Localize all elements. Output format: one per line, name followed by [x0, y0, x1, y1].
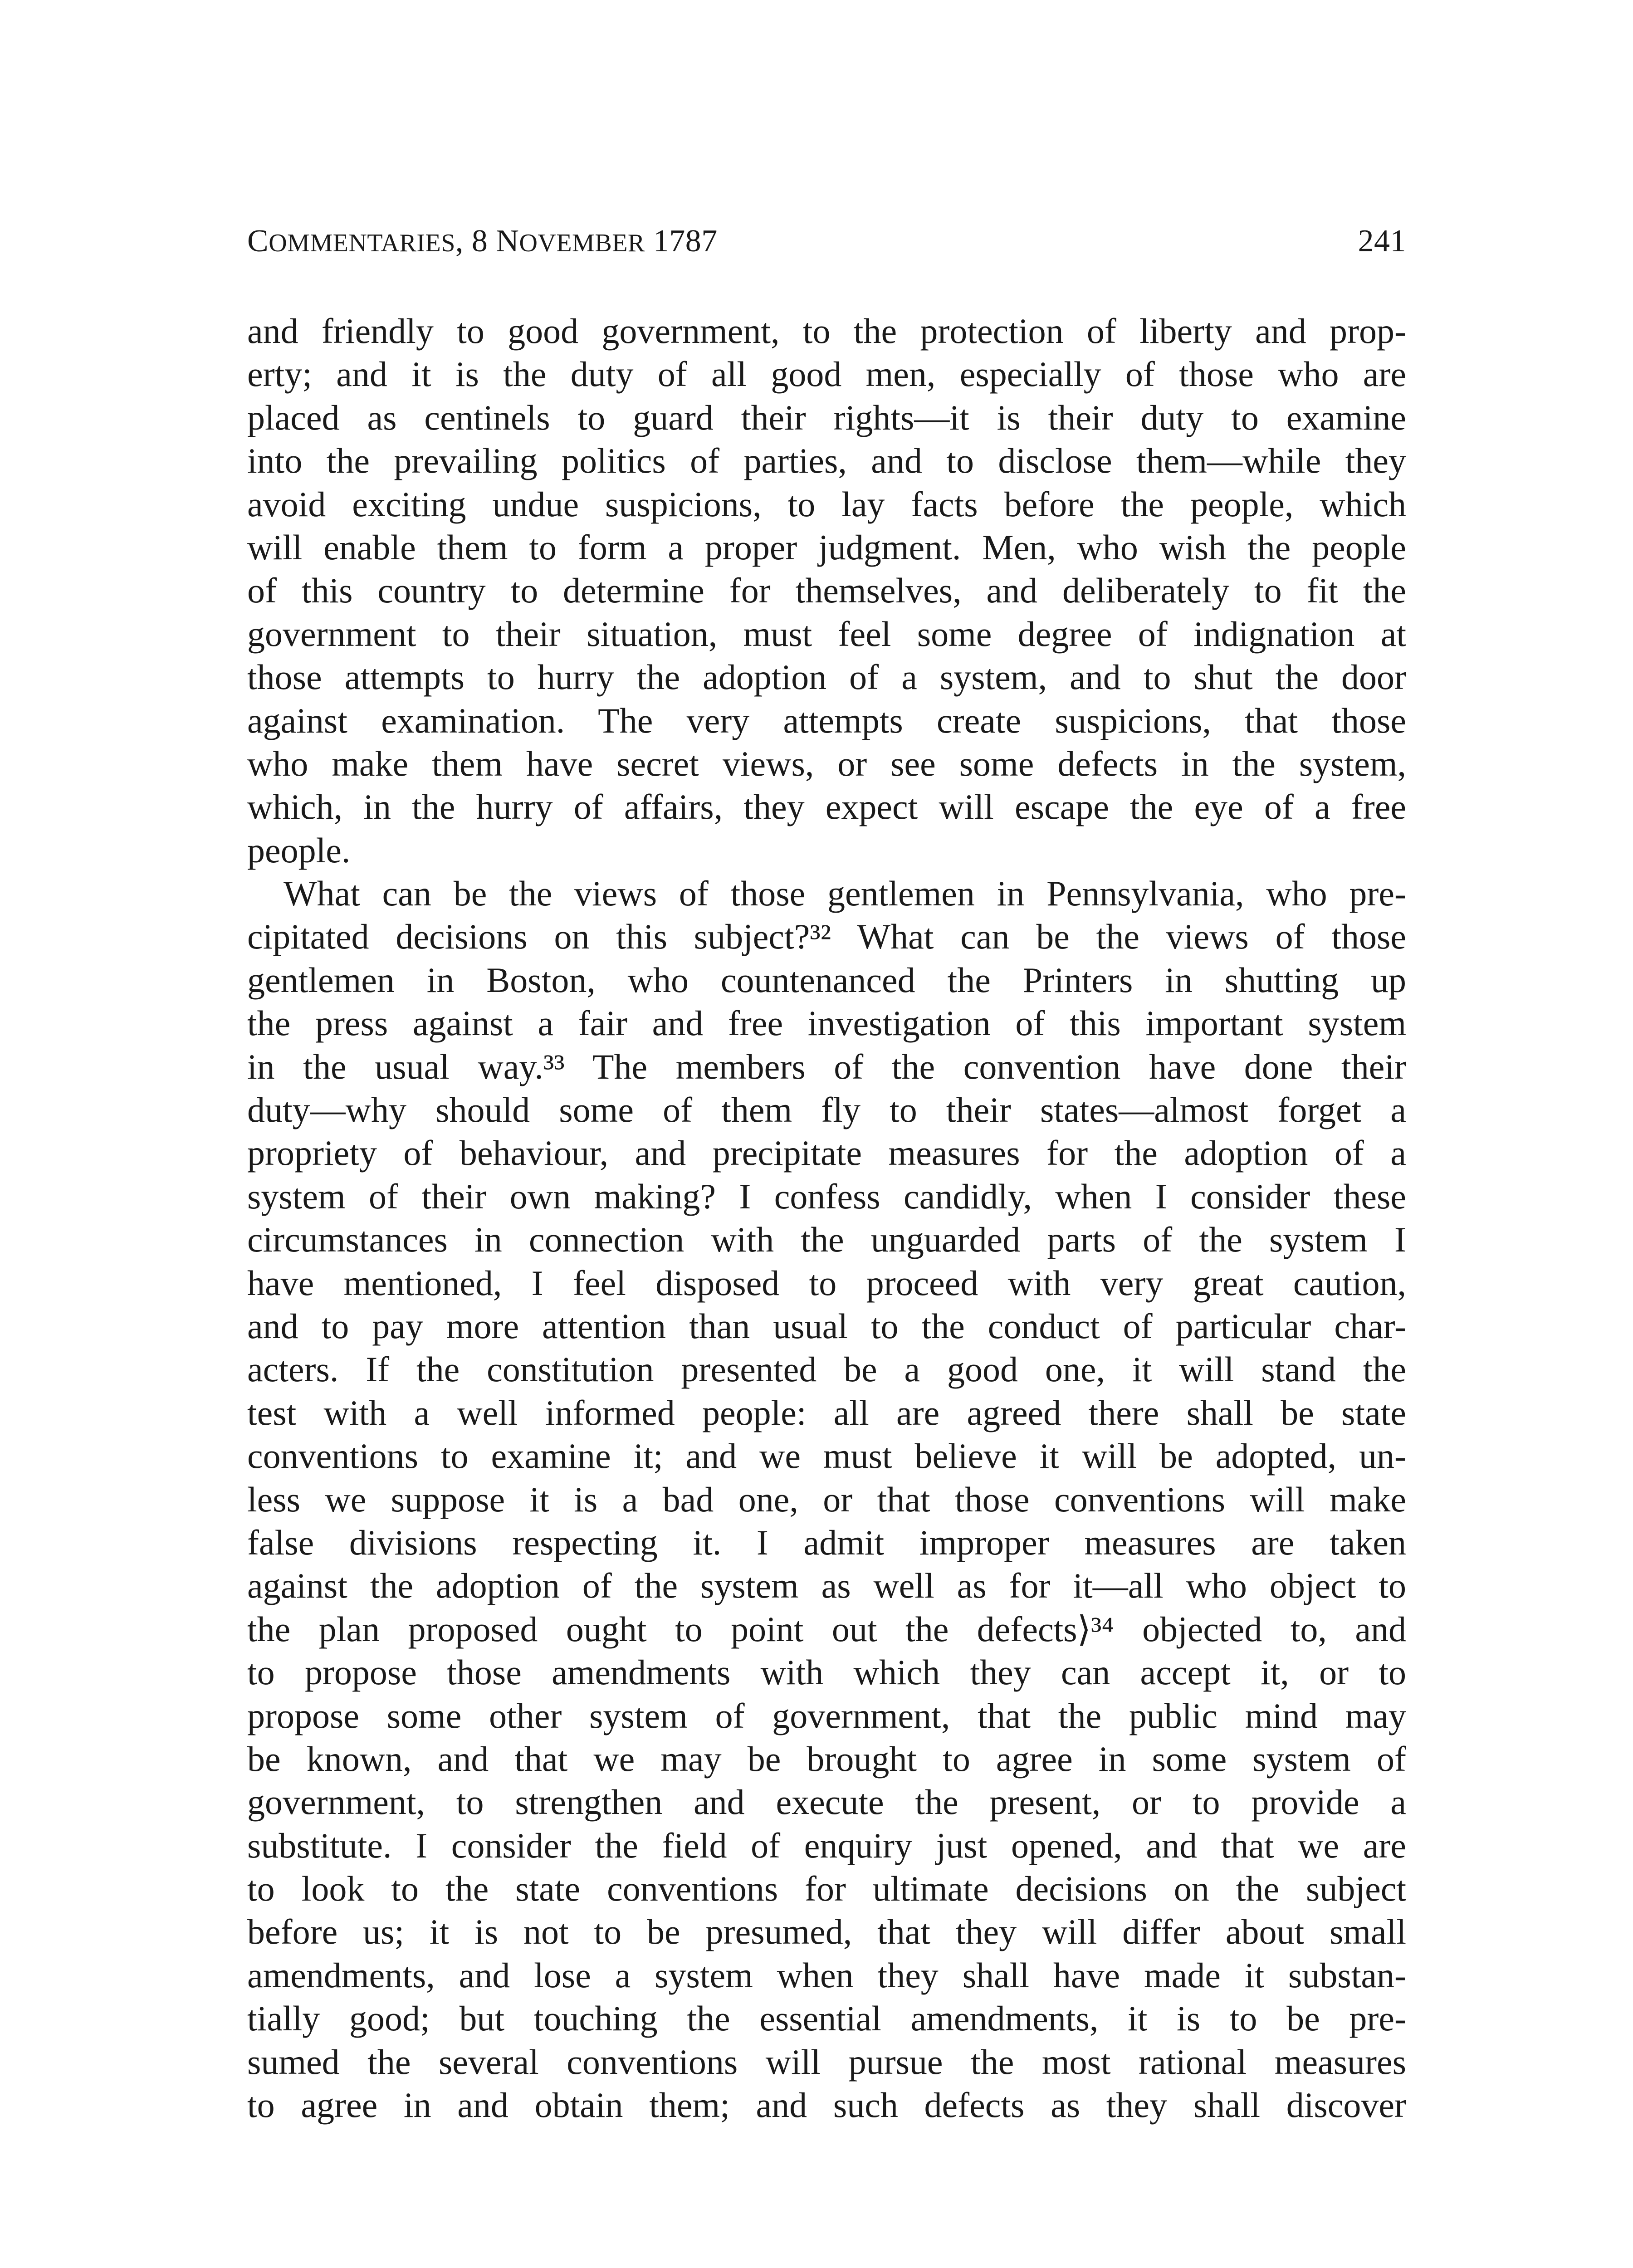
text-line: amendments, and lose a system when they shall have made it substan-	[247, 1955, 1406, 1995]
text-line: into the prevailing politics of parties, and to disclose them—while they	[247, 441, 1406, 481]
text-line: sumed the several conventions will pursue the most rational measures	[247, 2042, 1406, 2082]
text-line: to look to the state conventions for ultimate decisions on the subject	[247, 1869, 1406, 1909]
text-line: duty—why should some of them fly to their states—almost forget a	[247, 1090, 1406, 1130]
text-line: propriety of behaviour, and precipitate measures for the adoption of a	[247, 1133, 1406, 1173]
text-line: propose some other system of government, that the public mind may	[247, 1696, 1406, 1735]
text-line: less we suppose it is a bad one, or that those conventions will make	[247, 1479, 1406, 1519]
text-line: cipitated decisions on this subject?³² What can be the views of those	[247, 917, 1406, 957]
text-line: What can be the views of those gentlemen in Pennsylvania, who pre-	[284, 874, 1406, 914]
paragraph	[247, 309, 1406, 872]
text-line: who make them have secret views, or see some defects in the system,	[247, 743, 1406, 783]
body-text	[247, 309, 1406, 2126]
text-line: false divisions respecting it. I admit improper measures are taken	[247, 1522, 1406, 1562]
running-title: COMMENTARIES, 8 NOVEMBER 1787	[247, 224, 718, 259]
text-line: in the usual way.³³ The members of the convention have done their	[247, 1046, 1406, 1086]
text-line: have mentioned, I feel disposed to proceed with very great caution,	[247, 1263, 1406, 1303]
text-line: the plan proposed ought to point out the defects⟩³⁴ objected to, and	[247, 1609, 1406, 1649]
text-line: circumstances in connection with the unguarded parts of the system I	[247, 1220, 1406, 1260]
text-line: be known, and that we may be brought to agree in some system of	[247, 1739, 1406, 1779]
text-line: which, in the hurry of affairs, they expect will escape the eye of a free	[247, 787, 1406, 827]
text-line: test with a well informed people: all are agreed there shall be state	[247, 1393, 1406, 1432]
text-line: to agree in and obtain them; and such defects as they shall discover	[247, 2085, 1406, 2125]
text-line: before us; it is not to be presumed, that they will differ about small	[247, 1912, 1406, 1952]
text-line: erty; and it is the duty of all good men, especially of those who are	[247, 354, 1406, 394]
text-line: placed as centinels to guard their rights—it is their duty to examine	[247, 397, 1406, 437]
text-line: tially good; but touching the essential amendments, it is to be pre-	[247, 1999, 1406, 2038]
text-line: against examination. The very attempts create suspicions, that those	[247, 700, 1406, 740]
text-line: acters. If the constitution presented be a good one, it will stand the	[247, 1349, 1406, 1389]
text-line: against the adoption of the system as well as for it—all who object to	[247, 1566, 1406, 1606]
text-line: will enable them to form a proper judgment. Men, who wish the people	[247, 527, 1406, 567]
text-line: avoid exciting undue suspicions, to lay facts before the people, which	[247, 484, 1406, 524]
text-line: gentlemen in Boston, who countenanced the Printers in shutting up	[247, 960, 1406, 1000]
paragraph	[247, 872, 1406, 2126]
text-line: and to pay more attention than usual to the conduct of particular char-	[247, 1306, 1406, 1346]
text-line: to propose those amendments with which they can accept it, or to	[247, 1652, 1406, 1692]
text-line: government to their situation, must feel some degree of indignation at	[247, 614, 1406, 654]
running-header	[247, 219, 1406, 264]
text-line: system of their own making? I confess candidly, when I consider these	[247, 1176, 1406, 1216]
text-line: government, to strengthen and execute the present, or to provide a	[247, 1782, 1406, 1822]
text-line: and friendly to good government, to the protection of liberty and prop-	[247, 311, 1406, 351]
text-line: of this country to determine for themselves, and deliberately to fit the	[247, 571, 1406, 611]
page-number: 241	[1358, 224, 1406, 259]
text-line: those attempts to hurry the adoption of a system, and to shut the door	[247, 657, 1406, 697]
text-line: people.	[247, 830, 351, 870]
text-line: substitute. I consider the field of enquiry just opened, and that we are	[247, 1825, 1406, 1865]
text-line: the press against a fair and free investigation of this important system	[247, 1003, 1406, 1043]
text-line: conventions to examine it; and we must believe it will be adopted, un-	[247, 1436, 1406, 1476]
